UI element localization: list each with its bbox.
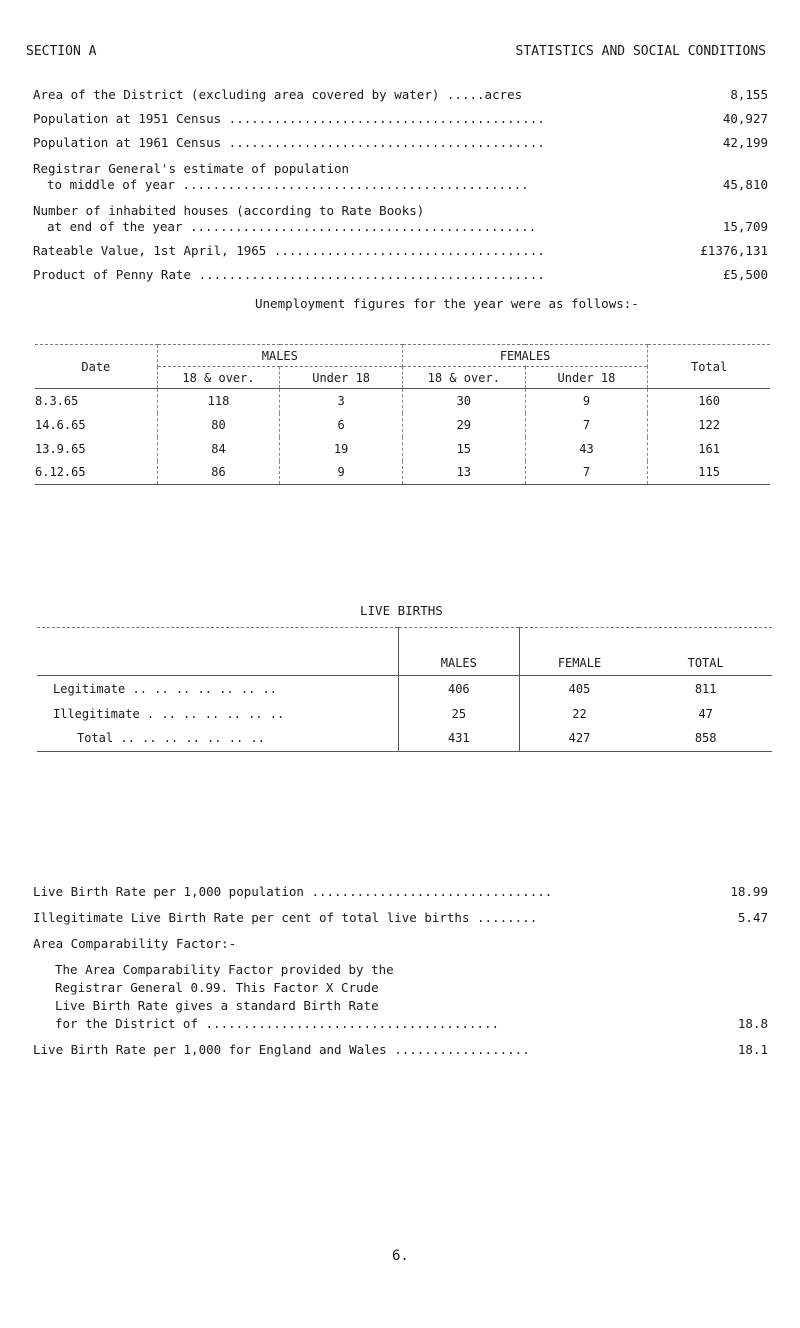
births-header-total: TOTAL [639,652,772,676]
births-row-total: 858 [639,726,772,752]
illegitimate-rate-label: Illegitimate Live Birth Rate per cent of total live births ........ [33,910,538,925]
table-row [35,437,770,461]
header-males-under18: Under 18 [280,367,403,389]
stat-estimate-value: 45,810 [722,177,768,192]
stat-pop1951-label: Population at 1951 Census .......................................... [33,111,545,126]
births-row-total: 811 [694,681,717,696]
births-row-total: 47 [698,706,713,721]
table-row [35,461,770,485]
live-birth-rate-label: Live Birth Rate per 1,000 population ................................ [33,884,553,899]
births-row-males: 25 [398,702,519,726]
row-females-under: 9 [525,389,648,413]
births-row-female: 405 [519,676,639,702]
row-date: 13.9.65 [35,441,86,456]
births-header-female: FEMALE [519,652,639,676]
header-females: FEMALES [402,345,647,367]
row-total: 122 [648,413,770,437]
stat-rateable-label: Rateable Value, 1st April, 1965 .................................... [33,243,545,258]
row-males-under: 6 [280,413,403,437]
row-females-over: 13 [402,461,525,485]
row-total: 160 [648,389,770,413]
row-males-over: 80 [157,413,280,437]
header-females-under18: Under 18 [525,367,648,389]
acf-line-1: The Area Comparability Factor provided by the [55,962,394,977]
stat-estimate-label-cont: to middle of year .............................................. [47,177,529,192]
row-total: 161 [648,437,770,461]
row-date: 8.3.65 [35,393,79,408]
illegitimate-rate-value: 5.47 [737,910,768,925]
england-rate-label: Live Birth Rate per 1,000 for England and Wales .................. [33,1042,530,1057]
row-date: 14.6.65 [35,417,86,432]
row-males-under: 19 [280,437,403,461]
row-females-over: 15 [402,437,525,461]
live-births-table [37,627,772,752]
births-header-males: MALES [398,652,519,676]
row-females-over: 30 [402,389,525,413]
section-label: SECTION A [26,44,97,59]
header-date: Date [35,345,157,389]
stat-houses-label-cont: at end of the year .............................................. [47,219,537,234]
births-row-males: 406 [398,676,519,702]
row-date: 6.12.65 [35,461,157,485]
births-row-label: Total .. .. .. .. .. .. .. [37,726,398,752]
stat-area-value: 8,155 [730,87,768,102]
births-row-males: 431 [398,726,519,752]
stat-penny-label: Product of Penny Rate .............................................. [33,267,545,282]
acf-line-4: for the District of ....................................... [55,1016,500,1031]
row-females-under: 7 [525,461,648,485]
header-total: Total [648,345,770,389]
stat-rateable-value: £1376,131 [700,243,768,258]
stat-pop1961-label: Population at 1961 Census .......................................... [33,135,545,150]
table-row [35,389,770,413]
row-males-under: 9 [280,461,403,485]
row-males-over: 118 [157,389,280,413]
acf-line-2: Registrar General 0.99. This Factor X Crude [55,980,379,995]
row-females-under: 7 [525,413,648,437]
row-females-under: 43 [525,437,648,461]
stat-penny-value: £5,500 [722,267,768,282]
unemployment-table [35,344,770,485]
stat-estimate-label: Registrar General's estimate of population [33,161,350,176]
live-birth-rate-value: 18.99 [730,884,768,899]
stat-pop1961-value: 42,199 [722,135,768,150]
acf-heading: Area Comparability Factor:- [33,936,237,951]
births-row-label: Illegitimate . .. .. .. .. .. .. [53,706,285,721]
stat-area-label: Area of the District (excluding area covered by water) .....acres [33,87,523,102]
row-total: 115 [648,461,770,485]
table-row [37,726,772,752]
row-males-under: 3 [280,389,403,413]
acf-value: 18.8 [737,1016,768,1031]
table-row [37,702,772,726]
births-row-female: 427 [519,726,639,752]
acf-line-3: Live Birth Rate gives a standard Birth Rate [55,998,379,1013]
row-males-over: 84 [157,437,280,461]
table-row [37,676,772,702]
unemployment-intro: Unemployment figures for the year were as follows:- [255,296,639,311]
row-males-over: 86 [157,461,280,485]
births-row-female: 22 [519,702,639,726]
stat-pop1951-value: 40,927 [722,111,768,126]
row-females-over: 29 [402,413,525,437]
header-males-over18: 18 & over. [157,367,280,389]
page-heading: STATISTICS AND SOCIAL CONDITIONS [515,44,766,59]
header-males: MALES [157,345,402,367]
births-row-label: Legitimate .. .. .. .. .. .. .. [53,681,277,696]
live-births-title: LIVE BIRTHS [360,603,443,618]
england-rate-value: 18.1 [737,1042,768,1057]
header-females-over18: 18 & over. [402,367,525,389]
stat-houses-label: Number of inhabited houses (according to Rate Books) [33,203,425,218]
table-row [35,413,770,437]
page-number: 6. [392,1248,409,1264]
stat-houses-value: 15,709 [722,219,768,234]
